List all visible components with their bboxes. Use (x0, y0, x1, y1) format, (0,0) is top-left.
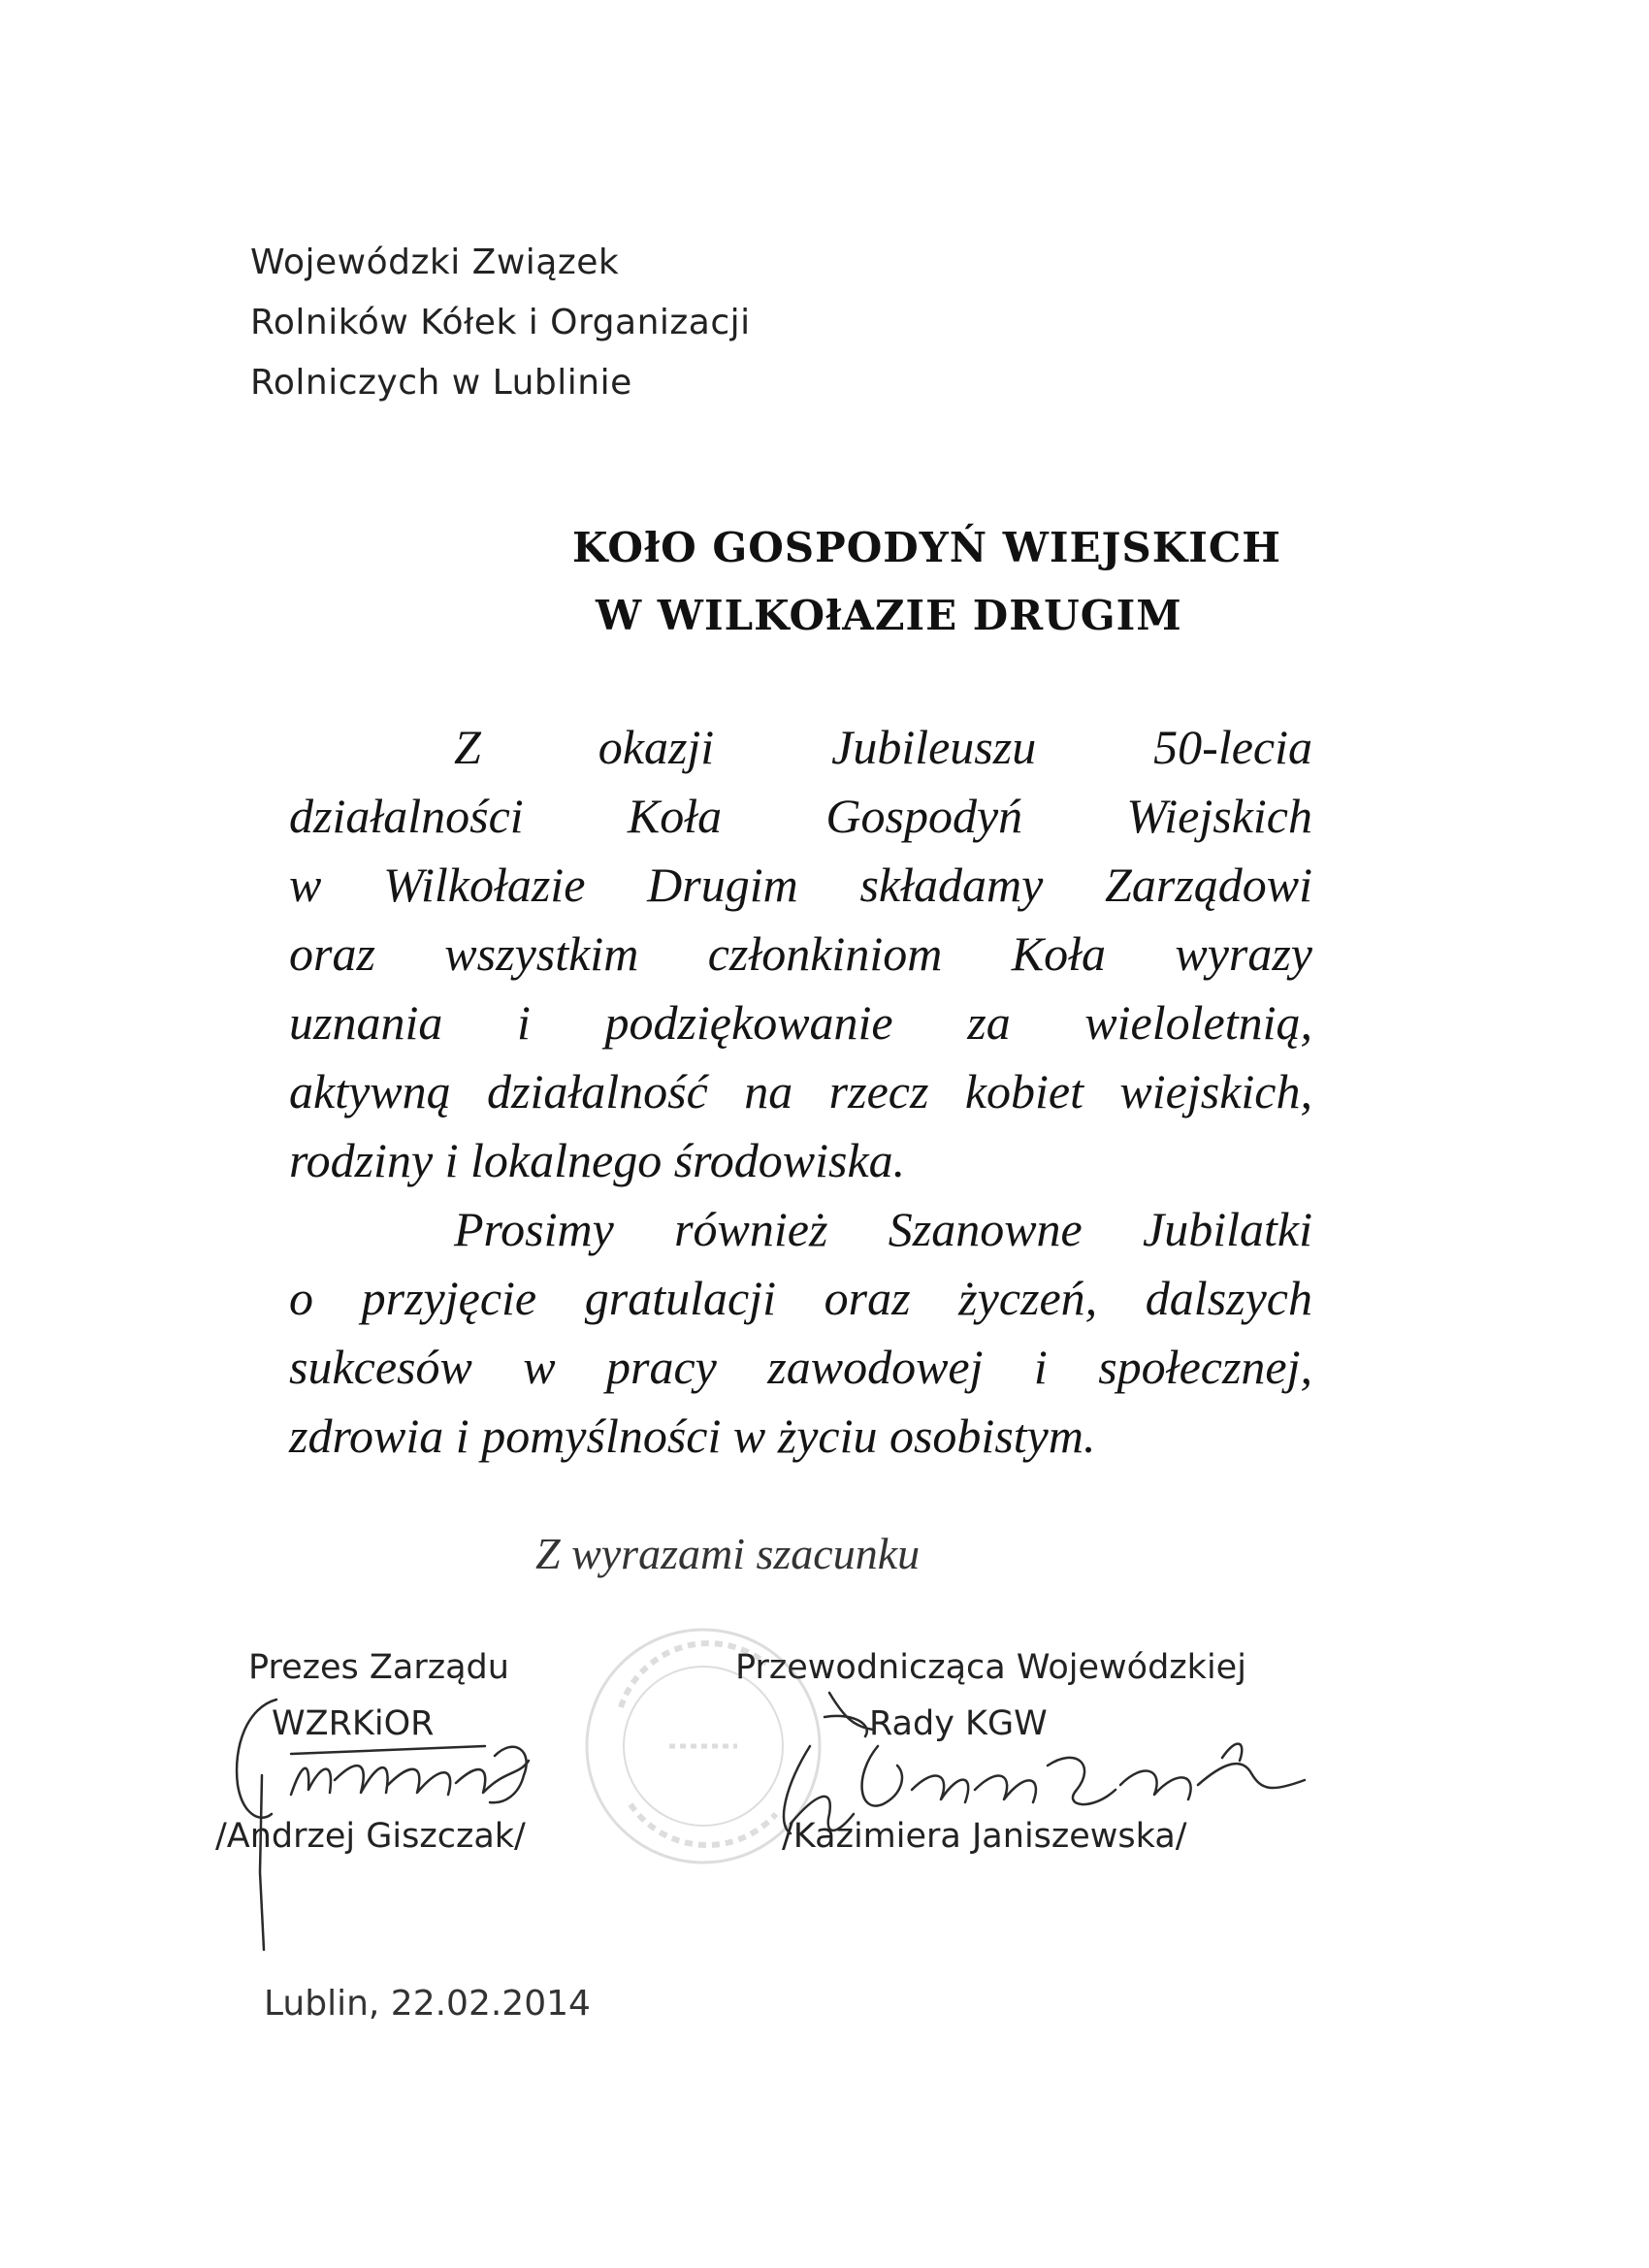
body-line: Prosimy również Szanowne Jubilatki (454, 1202, 1312, 1256)
place-and-date: Lublin, 22.02.2014 (264, 1984, 591, 2024)
sender-line-1: Wojewódzki Związek (250, 243, 620, 282)
body-line: w Wilkołazie Drugim składamy Zarządowi (289, 858, 1312, 912)
body-line: o przyjęcie gratulacji oraz życzeń, dalszych (289, 1271, 1312, 1325)
recipient-heading (572, 514, 1281, 650)
signatory-left-title: Prezes Zarządu (248, 1648, 509, 1687)
signatory-right-org: Rady KGW (869, 1704, 1048, 1743)
body-line: oraz wszystkim członkiniom Koła wyrazy (289, 926, 1312, 981)
body-line: uznania i podziękowanie za wieloletnią, (289, 995, 1312, 1050)
recipient-line-1: KOłO GOSPODYŃ WIEJSKICH (572, 524, 1281, 571)
sender-line-3: Rolniczych w Lublinie (250, 363, 632, 403)
letter-body (289, 713, 1312, 1471)
recipient-line-2: W WILKOłAZIE DRUGIM (596, 592, 1182, 639)
body-line: rodziny i lokalnego środowiska. (289, 1133, 906, 1187)
sender-address (250, 233, 751, 413)
signatory-left-name: /Andrzej Giszczak/ (215, 1817, 526, 1856)
body-line: zdrowia i pomyślności w życiu osobistym. (289, 1409, 1096, 1463)
body-line: Z okazji Jubileuszu 50-lecia (454, 720, 1312, 774)
body-line: sukcesów w pracy zawodowej i społecznej, (289, 1340, 1312, 1394)
body-line: działalności Koła Gospodyń Wiejskich (289, 789, 1312, 843)
signatory-right-title: Przewodnicząca Wojewódzkiej (735, 1648, 1246, 1687)
signatory-right-name: /Kazimiera Janiszewska/ (782, 1817, 1187, 1856)
signatory-right (735, 1639, 1246, 1864)
closing-phrase: Z wyrazami szacunku (535, 1529, 921, 1578)
sender-line-2: Rolników Kółek i Organizacji (250, 303, 751, 342)
signatory-left-org: WZRKiOR (272, 1704, 435, 1743)
signatory-left (215, 1639, 526, 1864)
body-line: aktywną działalność na rzecz kobiet wiejskich, (289, 1064, 1312, 1118)
